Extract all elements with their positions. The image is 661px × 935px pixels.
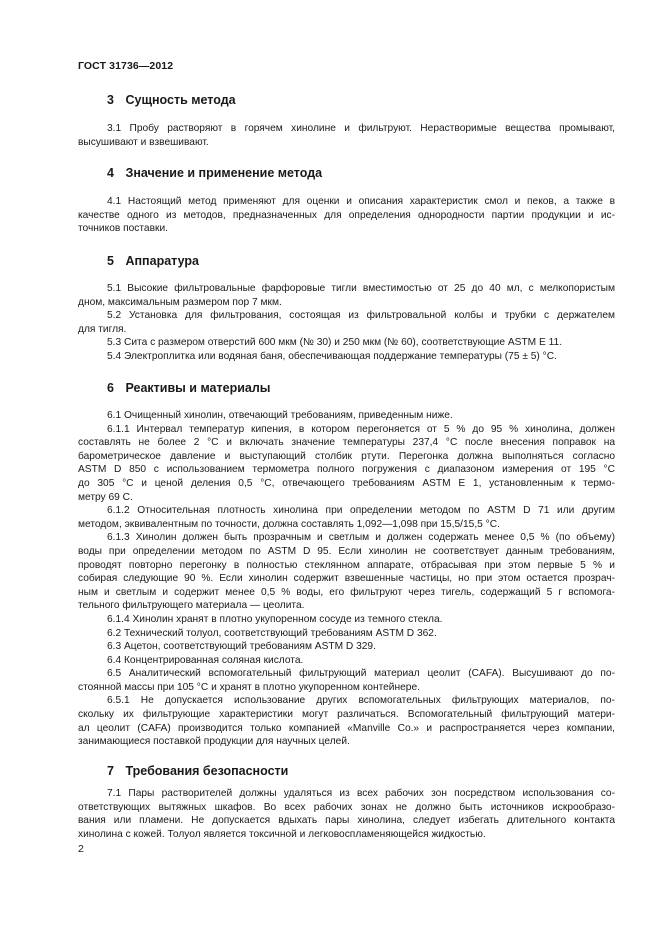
- text-line: дном, максимальным размером пор 7 мкм.: [78, 296, 282, 308]
- paragraph-4-1: [78, 195, 615, 236]
- section-number: 7: [107, 764, 114, 778]
- text-line: 6.1.4 Хинолин хранят в плотно укупоренном сосуде из темного стекла.: [107, 613, 443, 625]
- text-line: воды при определении методом по ASTM D 95. Если хинолин не соответствует данным требованиям,: [78, 545, 615, 557]
- section-5-paragraphs: [78, 282, 615, 364]
- section-title: Сущность метода: [125, 93, 236, 107]
- text-line: барометрическое давление и выступающий столбик ртути. Перегонка должна выполняться согласно: [78, 450, 615, 462]
- section-7-heading: [107, 764, 288, 778]
- text-line: скольку их фильтрующие характеристики могут различаться. Вспомогательный фильтрующий матери-: [78, 709, 615, 721]
- text-line: 6.4 Концентрированная соляная кислота.: [107, 654, 304, 666]
- paragraph-7-1: [78, 787, 615, 841]
- text-line: составлять не более 2 °C и включать значение температуры 237,4 °C после внесения поправок на: [78, 437, 615, 449]
- text-line: 6.1 Очищенный хинолин, отвечающий требованиям, приведенным ниже.: [107, 410, 453, 421]
- text-line: качестве одного из методов, предназначенных для определения однородности партии продукции и ис-: [78, 209, 615, 221]
- text-line: высушивают и взвешивают.: [78, 136, 209, 148]
- text-line: 4.1 Настоящий метод применяют для оценки и описания характеристик смол и пеков, а также в: [107, 196, 615, 207]
- text-line: тельного фильтрующего материала — цеолита.: [78, 600, 305, 612]
- text-line: 6.1.3 Хинолин должен быть прозрачным и светлым и должен содержать менее 0,5 % (по объему): [107, 532, 615, 544]
- section-number: 4: [107, 166, 114, 180]
- text-line: 7.1 Пары растворителей должны удаляться из всех рабочих зон посредством использования со-: [107, 788, 615, 799]
- text-line: 5.2 Установка для фильтрования, состоящая из фильтровальной колбы и трубки с держателем: [107, 310, 615, 322]
- section-3-heading: [107, 93, 236, 107]
- text-line: ASTM D 850 с использованием термометра полного погружения с диапазоном измерения от 195 °C: [78, 464, 615, 476]
- text-line: стоянной массы при 105 °C и хранят в плотно укупоренном контейнере.: [78, 681, 420, 693]
- section-number: 3: [107, 93, 114, 107]
- text-line: 6.3 Ацетон, соответствующий требованиям ASTM D 329.: [107, 641, 376, 653]
- section-4-heading: [107, 166, 322, 180]
- text-line: 3.1 Пробу растворяют в горячем хинолине и фильтруют. Нерастворимые вещества промывают,: [107, 123, 615, 134]
- text-line: 6.5 Аналитический вспомогательный фильтрующий материал цеолит (CAFA). Высушивают до по-: [107, 668, 615, 680]
- text-line: 5.1 Высокие фильтровальные фарфоровые тигли вместимостью от 25 до 40 мл, с мелкопористым: [107, 283, 615, 294]
- section-number: 6: [107, 381, 114, 395]
- text-line: ответствующих вытяжных шкафов. Во всех рабочих зонах не должно быть источников искрообразо-: [78, 801, 615, 813]
- section-5-heading: [107, 254, 199, 268]
- document-code-header: ГОСТ 31736—2012: [78, 60, 174, 72]
- text-line: точников поставки.: [78, 223, 168, 235]
- text-line: 5.4 Электроплитка или водяная баня, обеспечивающая поддержание температуры (75 ± 5) °C.: [107, 350, 557, 362]
- text-line: методом, эквивалентным по точности, должна составлять 1,092—1,098 при 15,5/15,5 °C.: [78, 518, 500, 530]
- text-line: 6.1.1 Интервал температур кипения, в котором перегоняется от 5 % до 95 % хинолина, должен: [107, 423, 615, 435]
- text-line: до 305 °C и ценой деления 0,5 °C, отвечающего требованиям ASTM E 1, установленным к термо-: [78, 477, 615, 489]
- section-title: Реактивы и материалы: [125, 381, 271, 395]
- text-line: метру 69 C.: [78, 491, 133, 503]
- paragraph-3-1: [78, 122, 615, 149]
- text-line: ным и светлым и содержит менее 0,5 % воды, его фильтруют через тигель, содержащий 5 г вспомога-: [78, 586, 615, 598]
- section-number: 5: [107, 254, 114, 268]
- text-line: 6.5.1 Не допускается использование других вспомогательных фильтрующих материалов, по-: [107, 695, 615, 707]
- section-6-heading: [107, 381, 270, 395]
- section-title: Требования безопасности: [125, 764, 289, 778]
- text-line: 5.3 Сита с размером отверстий 600 мкм (№ 30) и 250 мкм (№ 60), соответствующие ASTM E 11.: [107, 337, 563, 349]
- text-line: занимающиеся поставкой продукции для научных целей.: [78, 736, 350, 748]
- section-title: Значение и применение метода: [125, 166, 323, 180]
- text-line: проводят повторно перегонку в полностью стеклянном аппарате, отбрасывая при этом первые 5 % и: [78, 559, 615, 571]
- text-line: хинолина с кожей. Толуол является токсичной и легковоспламеняющейся жидкостью.: [78, 828, 486, 840]
- text-line: для тигля.: [78, 323, 127, 335]
- text-line: 6.1.2 Относительная плотность хинолина при определении методом по ASTM D 71 или другим: [107, 505, 615, 517]
- page-number: 2: [78, 843, 84, 855]
- text-line: 6.2 Технический толуол, соответствующий требованиям ASTM D 362.: [107, 627, 437, 639]
- text-line: ал цеолит (CAFA) производится только компанией «Manville Co.» и распространяется через компании,: [78, 722, 615, 734]
- text-line: собирая следующие 90 %. Если хинолин содержит взвешенные частицы, но при этом остается прозрач-: [78, 573, 615, 585]
- text-line: вания или пламени. Не допускается вдыхать пары хинолина, следует избегать длительного контакта: [78, 815, 615, 827]
- section-title: Аппаратура: [125, 254, 199, 268]
- section-6-paragraphs: [78, 409, 615, 749]
